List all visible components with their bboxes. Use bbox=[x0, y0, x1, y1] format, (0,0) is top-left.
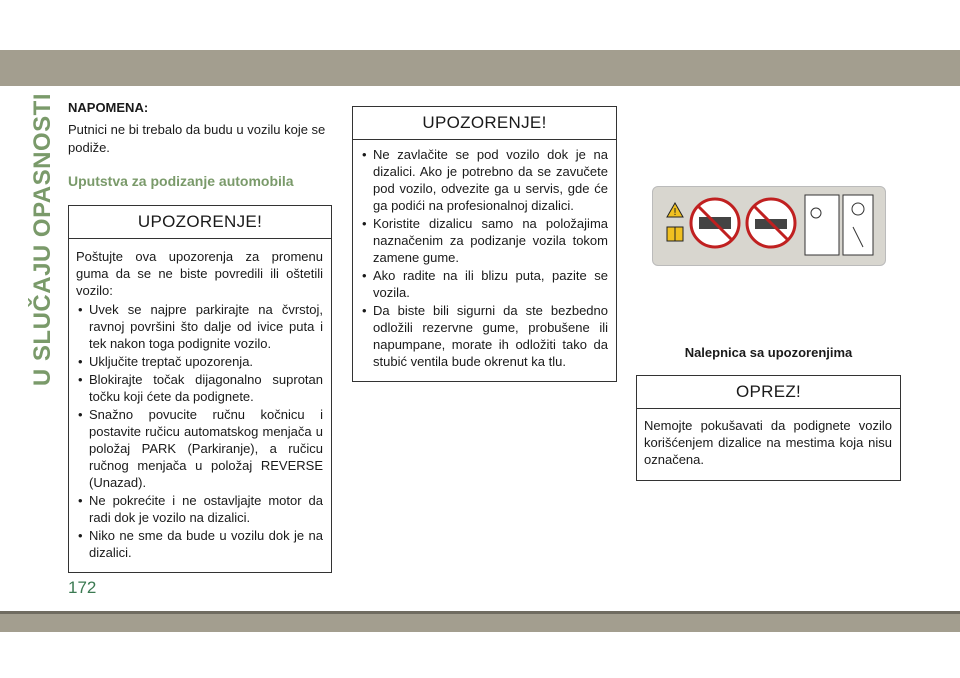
warning-title: UPOZORENJE! bbox=[69, 206, 331, 239]
list-item: • Snažno povucite ručnu kočnicu i postavite ručicu automatskog menjača u položaj PARK (Parkiranje), a ručicu ručnog menjača u položaj REVERSE (Unazad). bbox=[76, 406, 323, 491]
list-item: • Da biste bili sigurni da ste bezbedno odložili rezervne gume, probušene ili napumpane, morate ih odložiti tako da stubić ventila bude okrenut ka tlu. bbox=[360, 302, 608, 370]
footer-band bbox=[0, 611, 960, 632]
list-item: • Niko ne sme da bude u vozilu dok je na dizalici. bbox=[76, 527, 323, 561]
list-item: • Ako radite na ili blizu puta, pazite se vozila. bbox=[360, 267, 608, 301]
caution-box bbox=[636, 375, 901, 481]
note-title: NAPOMENA: bbox=[68, 100, 149, 115]
warning-list bbox=[76, 301, 323, 561]
list-item: • Ne pokrećite i ne ostavljajte motor da radi dok je vozilo na dizalici. bbox=[76, 492, 323, 526]
list-item: • Ne zavlačite se pod vozilo dok je na dizalici. Ako je potrebno da se zavučete pod vozilo, odvezite ga u servis, gde će ga podići na profesionalnoj dizalici. bbox=[360, 146, 608, 214]
caution-text: Nemojte pokušavati da podignete vozilo korišćenjem dizalice na mestima koja nisu označena. bbox=[644, 418, 892, 467]
jack-point-icon bbox=[843, 195, 873, 255]
note-text: Putnici ne bi trebalo da budu u vozilu koje se podiže. bbox=[68, 122, 326, 155]
chapter-title: U SLUČAJU OPASNOSTI bbox=[29, 93, 56, 387]
park-brake-panel-icon bbox=[805, 195, 839, 255]
list-item: • Blokirajte točak dijagonalno suprotan točku koji ćete da podignete. bbox=[76, 371, 323, 405]
caution-title: OPREZ! bbox=[637, 376, 900, 409]
warning-box-right bbox=[352, 106, 617, 382]
warning-list bbox=[360, 146, 608, 370]
warning-label-illustration bbox=[653, 187, 885, 265]
list-item: • Uključite treptač upozorenja. bbox=[76, 353, 323, 370]
page-number: 172 bbox=[68, 578, 97, 597]
chapter-tab bbox=[29, 93, 56, 387]
warning-label-image bbox=[652, 186, 886, 266]
svg-text:!: ! bbox=[672, 207, 678, 218]
section-heading: Uputstva za podizanje automobila bbox=[68, 173, 294, 189]
list-item: • Koristite dizalicu samo na položajima naznačenim za podizanje vozila tokom zamene gume. bbox=[360, 215, 608, 266]
warning-intro: Poštujte ova upozorenja za promenu guma da se ne biste povredili ili oštetili vozilo: bbox=[76, 249, 323, 298]
warning-title: UPOZORENJE! bbox=[353, 107, 616, 140]
left-column bbox=[68, 100, 332, 573]
header-band bbox=[0, 50, 960, 86]
warning-box-left bbox=[68, 205, 332, 573]
list-item: • Uvek se najpre parkirajte na čvrstoj, ravnoj površini što dalje od ivice puta i tek nakon toga podignite vozilo. bbox=[76, 301, 323, 352]
image-caption: Nalepnica sa upozorenjima bbox=[684, 345, 853, 360]
